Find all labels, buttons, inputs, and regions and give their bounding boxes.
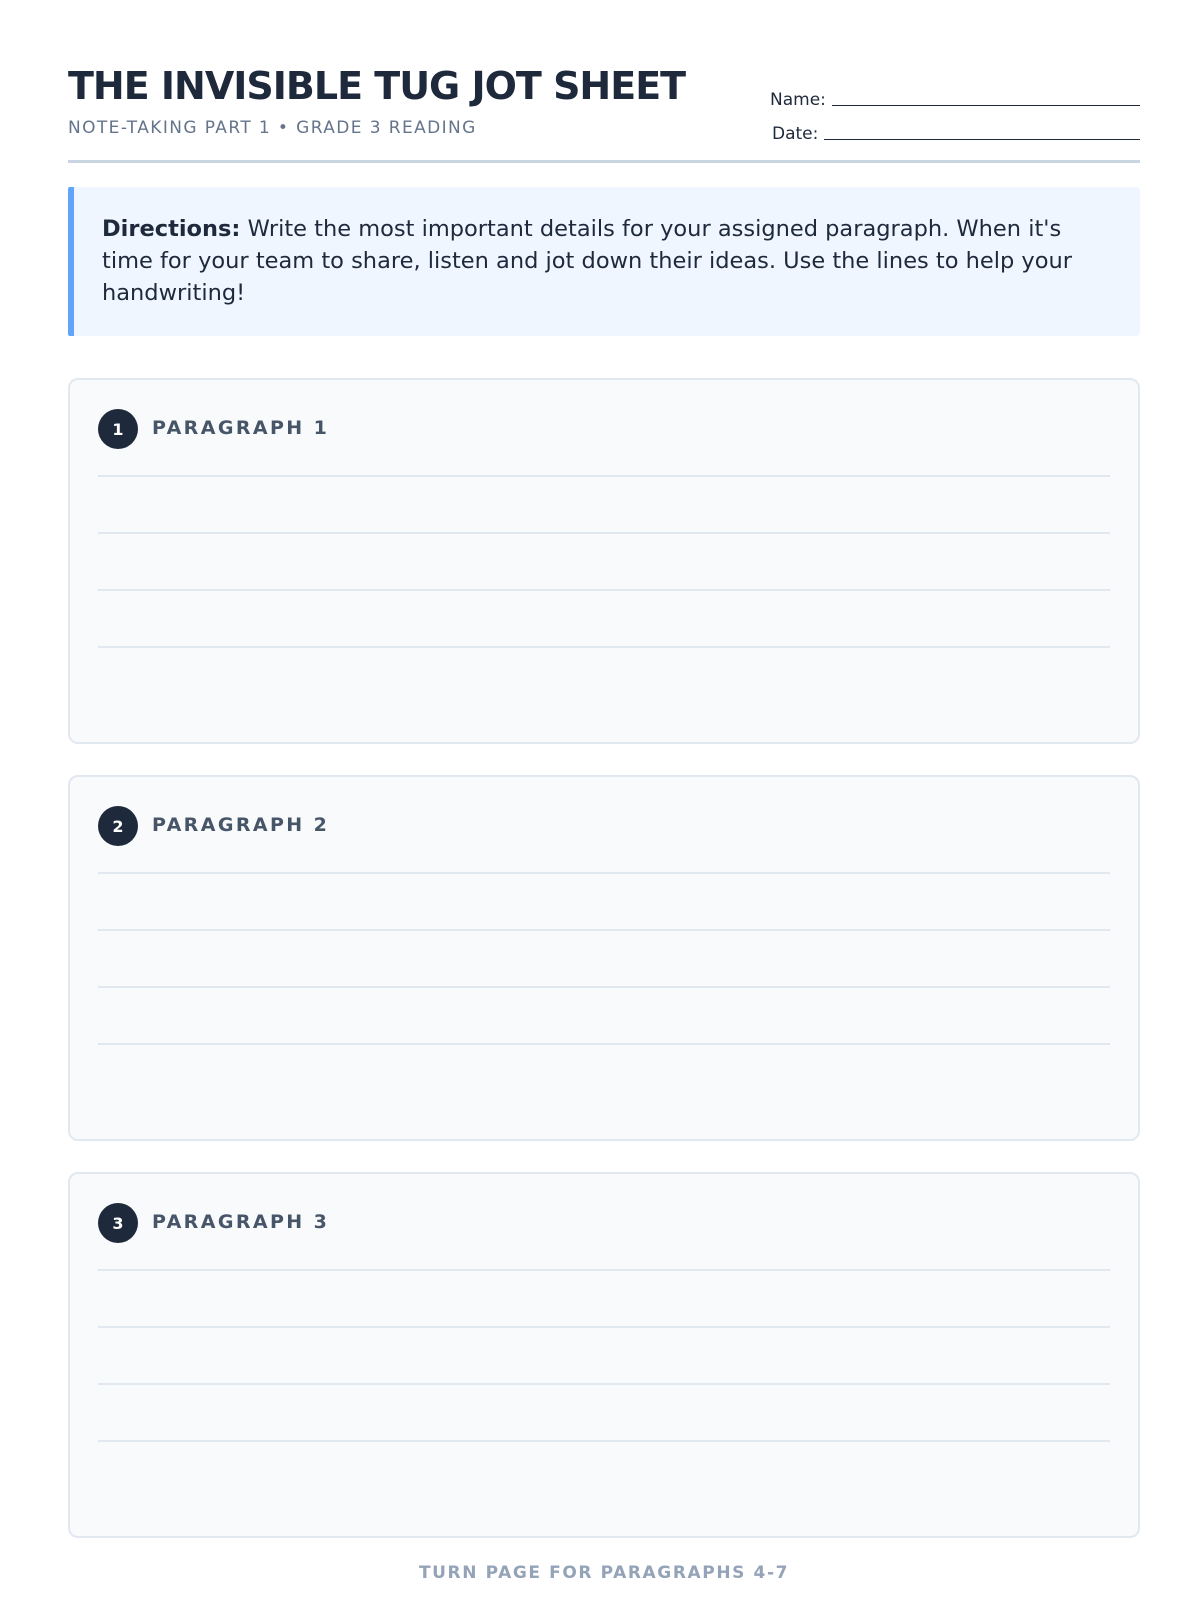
writing-line[interactable] — [98, 1269, 1110, 1271]
writing-line[interactable] — [98, 589, 1110, 591]
name-field[interactable] — [832, 104, 1140, 106]
directions-label: Directions: — [102, 216, 241, 242]
writing-line[interactable] — [98, 1043, 1110, 1045]
date-label: Date: — [772, 124, 819, 144]
date-row — [770, 110, 1140, 144]
writing-line[interactable] — [98, 475, 1110, 477]
worksheet-header — [68, 60, 1140, 163]
writing-line[interactable] — [98, 1326, 1110, 1328]
paragraph-label: PARAGRAPH 3 — [152, 1211, 330, 1233]
writing-line[interactable] — [98, 929, 1110, 931]
directions-text: Write the most important details for your assigned paragraph. When it's time for your team to share, listen and jot down their ideas. Use the lines to help your handwriting! — [102, 216, 1073, 306]
directions-box — [68, 187, 1140, 336]
page-subtitle: NOTE-TAKING PART 1 • GRADE 3 READING — [68, 118, 477, 138]
paragraph-number-badge: 3 — [98, 1203, 138, 1243]
student-info — [770, 76, 1140, 144]
paragraph-number-badge: 2 — [98, 806, 138, 846]
writing-line[interactable] — [98, 1440, 1110, 1442]
paragraph-label: PARAGRAPH 1 — [152, 417, 330, 439]
paragraph-label: PARAGRAPH 2 — [152, 814, 330, 836]
date-field[interactable] — [824, 138, 1140, 140]
name-row — [770, 76, 1140, 110]
paragraph-number-badge: 1 — [98, 409, 138, 449]
paragraph-card-3 — [68, 1172, 1140, 1538]
writing-line[interactable] — [98, 646, 1110, 648]
writing-line[interactable] — [98, 986, 1110, 988]
page-title: THE INVISIBLE TUG JOT SHEET — [68, 64, 686, 108]
writing-line[interactable] — [98, 1383, 1110, 1385]
writing-line[interactable] — [98, 532, 1110, 534]
page-footer: TURN PAGE FOR PARAGRAPHS 4-7 — [418, 1563, 790, 1583]
writing-line[interactable] — [98, 872, 1110, 874]
name-label: Name: — [770, 90, 826, 110]
paragraph-card-2 — [68, 775, 1140, 1141]
paragraph-card-1 — [68, 378, 1140, 744]
